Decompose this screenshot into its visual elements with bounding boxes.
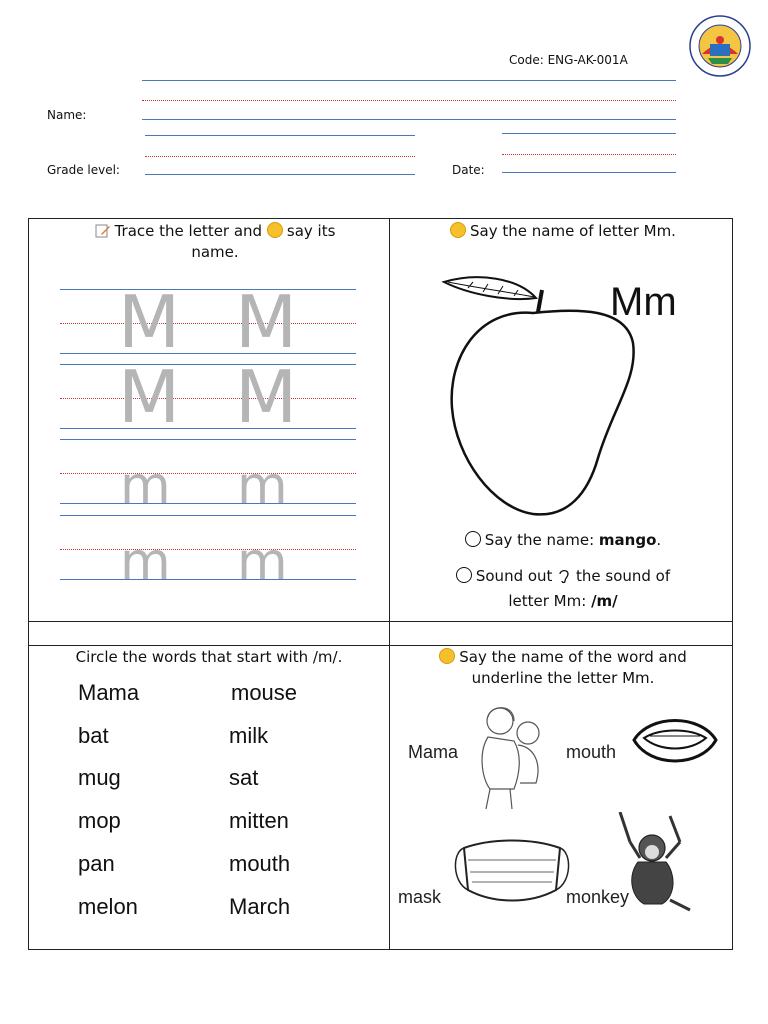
say-name-line (398, 530, 728, 551)
trace-instruction-a: Trace the letter and (114, 222, 263, 240)
underline-instruction-a: Say the name of the word and (459, 648, 687, 666)
word-left-1[interactable]: Mama (78, 680, 140, 705)
trace-lower-m-1: m (120, 456, 171, 516)
deped-seal-icon (688, 14, 752, 78)
say-name-prefix: Say the name: (484, 531, 595, 549)
sound-out-c: letter Mm: (508, 592, 587, 610)
pencil-icon (95, 224, 111, 238)
sound-out-line (398, 564, 728, 614)
word-left-3[interactable]: mug (78, 765, 121, 790)
big-letters-mm: Mm (610, 280, 677, 324)
trace-upper-m-3: M (118, 355, 181, 439)
mango-instruction-text: Say the name of letter Mm. (470, 222, 676, 240)
word-left-2[interactable]: bat (78, 723, 109, 748)
trace-instruction (50, 221, 380, 263)
mouth-image (630, 710, 720, 772)
word-right-6[interactable]: March (229, 894, 291, 919)
ear-icon (557, 568, 571, 584)
word-right-3[interactable]: sat (229, 765, 259, 790)
grin-emoji-icon (456, 567, 472, 583)
trace-upper-m-1: M (118, 280, 181, 364)
trace-upper-m-4: M (235, 355, 298, 439)
trace-lower-m-3: m (120, 532, 171, 592)
trace-upper-m-2: M (235, 280, 298, 364)
trace-instruction-b: say its (286, 222, 336, 240)
code-value: ENG-AK-001A (547, 53, 628, 67)
grin-emoji-icon (465, 531, 481, 547)
say-name-word: mango (598, 531, 657, 549)
word-right-5[interactable]: mouth (229, 851, 291, 876)
picture-word-mask[interactable]: mask (398, 887, 442, 907)
word-right-1[interactable]: mouse (231, 680, 298, 705)
word-right-2[interactable]: milk (229, 723, 269, 748)
smile-emoji-icon (439, 648, 455, 664)
date-field[interactable] (502, 172, 676, 173)
face-mask-image (452, 830, 572, 908)
mango-image (438, 268, 638, 518)
picture-word-mouth[interactable]: mouth (566, 742, 617, 762)
smile-emoji-icon (267, 222, 283, 238)
trace-lower-m-2: m (237, 456, 288, 516)
underline-instruction-b: underline the letter Mm. (471, 669, 655, 687)
sound-out-b: the sound of (576, 567, 671, 585)
trace-instruction-c: name. (191, 243, 239, 261)
circle-instruction: Circle the words that start with /m/. (75, 648, 343, 666)
mama-hugging-child-image (470, 703, 560, 811)
smile-emoji-icon (450, 222, 466, 238)
word-left-5[interactable]: pan (78, 851, 115, 876)
grade-level-label: Grade level: (47, 163, 120, 177)
code-label: Code: (509, 53, 544, 67)
word-left-4[interactable]: mop (78, 808, 121, 833)
grade-level-field[interactable] (145, 174, 415, 175)
date-label: Date: (452, 163, 485, 177)
worksheet-code (509, 53, 628, 67)
picture-word-monkey[interactable]: monkey (566, 887, 630, 907)
sound-value: /m/ (591, 592, 618, 610)
say-name-suffix: . (656, 531, 662, 549)
name-label: Name: (47, 108, 87, 122)
trace-lower-m-4: m (237, 532, 288, 592)
name-field[interactable] (142, 119, 676, 120)
word-left-6[interactable]: melon (78, 894, 138, 919)
word-right-4[interactable]: mitten (229, 808, 289, 833)
underline-instruction (398, 647, 728, 689)
sound-out-a: Sound out (475, 567, 553, 585)
picture-word-mama[interactable]: Mama (408, 742, 459, 762)
mango-instruction (398, 221, 728, 242)
